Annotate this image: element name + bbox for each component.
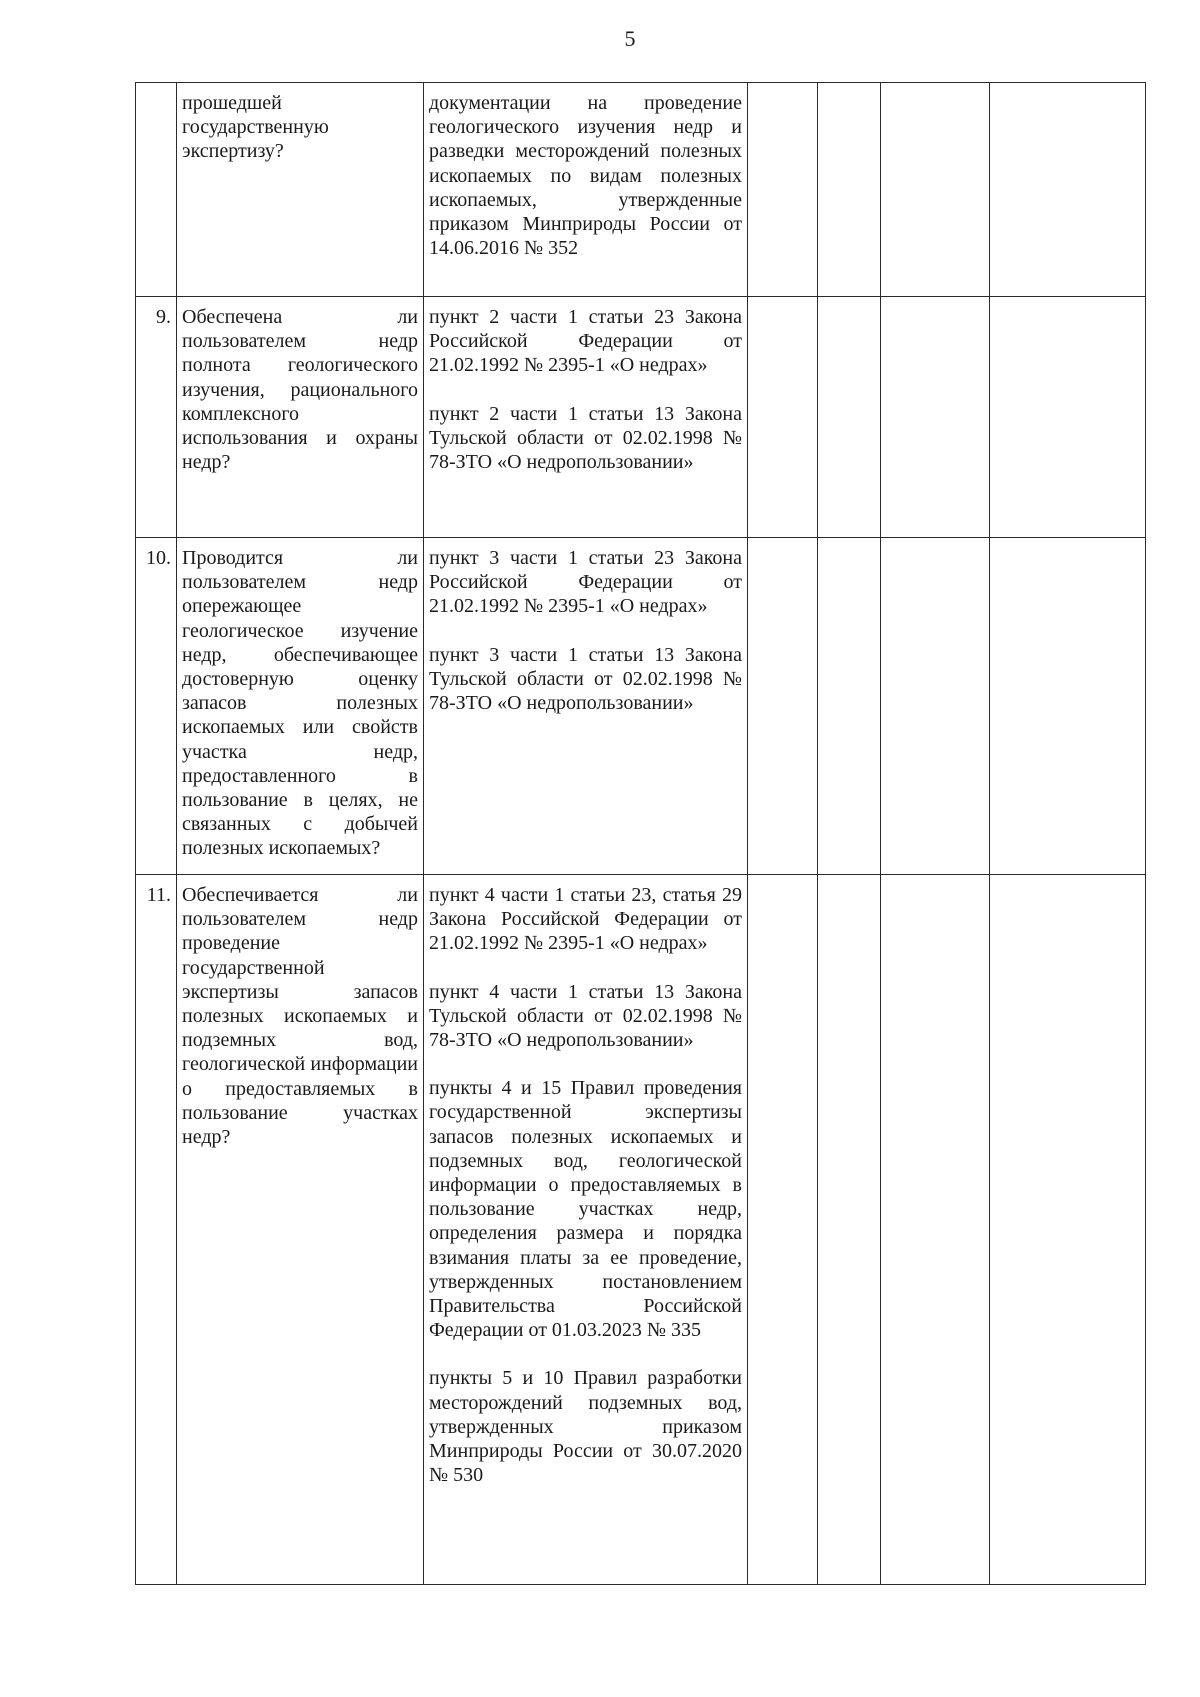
answer-cell-yes[interactable]	[748, 538, 818, 875]
requirements-cell	[424, 297, 748, 538]
requirement-text: документации на проведение геологического изучения недр и разведки месторождений полезных ископаемых по видам полезных ископаемых, утвержденные приказом Минприроды России от 14.06.2016 № 352	[429, 92, 742, 260]
requirement-text: пункт 2 части 1 статьи 23 Закона Российской Федерации от 21.02.1992 № 2395-1 «О недрах»	[429, 306, 742, 377]
answer-cell-yes[interactable]	[748, 875, 818, 1585]
requirement-text: пункт 4 части 1 статьи 23, статья 29 Закона Российской Федерации от 21.02.1992 № 2395-1 «О недрах»	[429, 884, 742, 955]
notes-cell[interactable]	[990, 875, 1146, 1585]
answer-cell-yes[interactable]	[748, 297, 818, 538]
answer-cell-no[interactable]	[818, 297, 881, 538]
page-number: 5	[624, 26, 636, 51]
question-text: Обеспечивается ли пользователем недр проведение государственной экспертизы запасов полезных ископаемых и подземных вод, геологической информации о предоставляемых в пользование участках недр?	[182, 884, 418, 1149]
answer-cell-no[interactable]	[818, 875, 881, 1585]
answer-cell-na[interactable]	[881, 297, 990, 538]
question-cell	[177, 297, 424, 538]
row-number: 9.	[136, 297, 177, 538]
requirements-cell	[424, 83, 748, 297]
table-row	[136, 538, 1146, 875]
question-text: прошедшей государственную экспертизу?	[182, 92, 329, 163]
question-cell	[177, 875, 424, 1585]
notes-cell[interactable]	[990, 83, 1146, 297]
row-number: 11.	[136, 875, 177, 1585]
question-text: Проводится ли пользователем недр опережающее геологическое изучение недр, обеспечивающее достоверную оценку запасов полезных ископаемых или свойств участка недр, предоставленного в пользование в целях, не связанных с добычей полезных ископаемых?	[182, 547, 418, 860]
answer-cell-no[interactable]	[818, 538, 881, 875]
requirements-cell	[424, 875, 748, 1585]
checklist-table	[135, 82, 1146, 1585]
requirement-text: пункт 2 части 1 статьи 13 Закона Тульской области от 02.02.1998 № 78-ЗТО «О недропользовании»	[429, 402, 742, 474]
notes-cell[interactable]	[990, 538, 1146, 875]
answer-cell-yes[interactable]	[748, 83, 818, 297]
requirement-text: пункты 4 и 15 Правил проведения государственной экспертизы запасов полезных ископаемых и подземных вод, геологической информации о предоставляемых в пользование участках недр, определения размера и порядка взимания платы за ее проведение, утвержденных постановлением Правительства Российской Федерации от 01.03.2023 № 335	[429, 1077, 742, 1342]
notes-cell[interactable]	[990, 297, 1146, 538]
requirement-text: пункт 3 части 1 статьи 13 Закона Тульской области от 02.02.1998 № 78-ЗТО «О недропользовании»	[429, 643, 742, 715]
requirement-text: пункты 5 и 10 Правил разработки месторождений подземных вод, утвержденных приказом Минприроды России от 30.07.2020 № 530	[429, 1367, 742, 1487]
question-cell	[177, 538, 424, 875]
answer-cell-no[interactable]	[818, 83, 881, 297]
requirement-text: пункт 3 части 1 статьи 23 Закона Российской Федерации от 21.02.1992 № 2395-1 «О недрах»	[429, 547, 742, 618]
answer-cell-na[interactable]	[881, 875, 990, 1585]
requirements-cell	[424, 538, 748, 875]
question-cell	[177, 83, 424, 297]
table-row	[136, 875, 1146, 1585]
row-number	[136, 83, 177, 297]
row-number: 10.	[136, 538, 177, 875]
table-row	[136, 297, 1146, 538]
requirement-text: пункт 4 части 1 статьи 13 Закона Тульской области от 02.02.1998 № 78-ЗТО «О недропользовании»	[429, 980, 742, 1052]
table-row	[136, 83, 1146, 297]
answer-cell-na[interactable]	[881, 83, 990, 297]
question-text: Обеспечена ли пользователем недр полнота геологического изучения, рационального комплексного использования и охраны недр?	[182, 306, 418, 474]
answer-cell-na[interactable]	[881, 538, 990, 875]
